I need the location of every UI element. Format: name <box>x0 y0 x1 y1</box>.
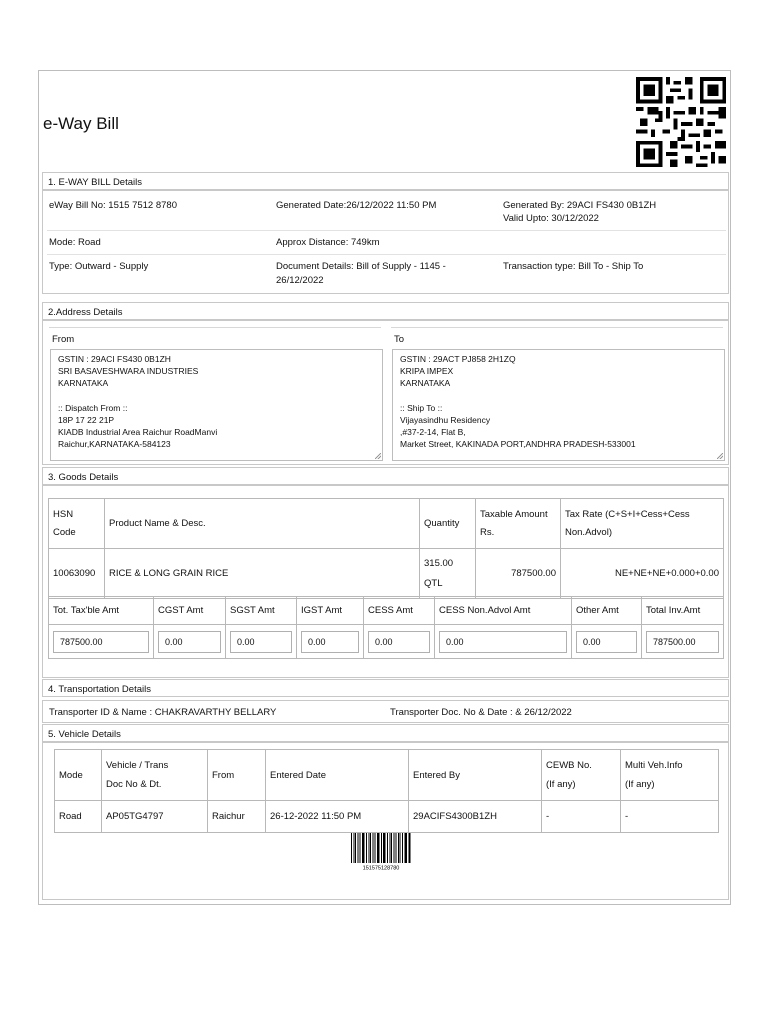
vehicle-number: AP05TG4797 <box>102 801 208 833</box>
vehicle-mode: Road <box>55 801 102 833</box>
vehicle-from: Raichur <box>208 801 266 833</box>
address-details-box <box>42 320 729 465</box>
quantity-unit: QTL <box>424 577 443 589</box>
taxable-header-line: Taxable Amount <box>480 508 548 520</box>
section-header-transportation-details: 4. Transportation Details <box>42 679 729 697</box>
approx-distance: Approx Distance: 749km <box>276 237 380 248</box>
cgst-field[interactable]: 0.00 <box>158 631 221 653</box>
vehicle-header-line: Vehicle / Trans <box>106 760 169 771</box>
tax-rate-header-line: Non.Advol) <box>565 526 612 538</box>
hsn-header <box>49 499 105 549</box>
section-header-address-details: 2.Address Details <box>42 302 729 320</box>
vehicle-entered-date: 26-12-2022 11:50 PM <box>266 801 409 833</box>
to-label: To <box>394 334 405 345</box>
tax-rate-header <box>561 499 724 549</box>
taxable-header-line: Rs. <box>480 526 495 538</box>
goods-table <box>48 498 724 599</box>
eway-bill-page <box>38 70 731 905</box>
from-address-line: :: Dispatch From :: <box>58 402 128 413</box>
cess-non-advol-cell <box>435 625 572 659</box>
supply-type: Type: Outward - Supply <box>49 261 149 272</box>
from-address-line: KARNATAKA <box>58 378 109 389</box>
cewb-header-line: (If any) <box>546 779 576 790</box>
vehicle-table-header <box>55 750 719 801</box>
vehicle-entered-by: 29ACIFS4300B1ZH <box>409 801 542 833</box>
from-header: From <box>208 750 266 801</box>
to-address-line: KRIPA IMPEX <box>400 366 454 377</box>
to-address-line <box>400 390 724 402</box>
resize-handle-icon[interactable] <box>375 453 381 459</box>
barcode-image <box>351 833 411 871</box>
totals-header-row <box>49 597 724 625</box>
divider <box>391 327 723 328</box>
sgst-header: SGST Amt <box>226 597 297 625</box>
generated-by: Generated By: 29ACI FS430 0B1ZH <box>503 200 657 211</box>
to-address-line: Vijayasindhu Residency <box>400 414 491 425</box>
section-header-vehicle-details: 5. Vehicle Details <box>42 724 729 742</box>
eway-bill-number: eWay Bill No: 1515 7512 8780 <box>49 200 177 211</box>
from-address-line: SRI BASAVESHWARA INDUSTRIES <box>58 366 199 377</box>
table-row <box>55 801 719 833</box>
cess-non-advol-header: CESS Non.Advol Amt <box>435 597 572 625</box>
igst-header: IGST Amt <box>297 597 364 625</box>
other-amount-field[interactable]: 0.00 <box>576 631 637 653</box>
divider <box>47 254 726 255</box>
transporter-id-name: Transporter ID & Name : CHAKRAVARTHY BELLARY <box>49 707 277 718</box>
total-invoice-field[interactable]: 787500.00 <box>646 631 719 653</box>
goods-details-box <box>42 485 729 678</box>
multi-header-line: (If any) <box>625 779 655 790</box>
to-address-line: Market Street, KAKINADA PORT,ANDHRA PRADESH-533001 <box>400 439 636 450</box>
resize-handle-icon[interactable] <box>717 453 723 459</box>
divider <box>47 230 726 231</box>
to-address-line: KARNATAKA <box>400 378 451 389</box>
from-address-textarea[interactable] <box>50 349 383 461</box>
cess-header: CESS Amt <box>364 597 435 625</box>
hsn-header-line: HSN <box>53 508 74 520</box>
from-address-line <box>58 390 382 402</box>
barcode-number: 151575128780 <box>362 865 400 871</box>
entered-date-header: Entered Date <box>266 750 409 801</box>
to-address-line: ,#37-2-14, Flat B, <box>400 427 466 438</box>
product-header: Product Name & Desc. <box>105 499 420 549</box>
entered-by-header: Entered By <box>409 750 542 801</box>
section-header-goods-details: 3. Goods Details <box>42 467 729 485</box>
quantity-cell <box>420 549 476 599</box>
divider <box>49 327 381 328</box>
product-name: RICE & LONG GRAIN RICE <box>105 549 420 599</box>
transport-mode: Mode: Road <box>49 237 101 248</box>
total-invoice-header: Total Inv.Amt <box>642 597 724 625</box>
total-invoice-cell <box>642 625 724 659</box>
transaction-type: Transaction type: Bill To - Ship To <box>503 261 644 272</box>
total-taxable-cell <box>49 625 154 659</box>
igst-cell <box>297 625 364 659</box>
totals-value-row <box>49 625 724 659</box>
vehicle-table <box>54 749 719 833</box>
to-address-line: GSTIN : 29ACT PJ858 2H1ZQ <box>400 354 516 364</box>
mode-header: Mode <box>55 750 102 801</box>
total-taxable-header: Tot. Tax'ble Amt <box>49 597 154 625</box>
goods-table-header <box>49 499 724 549</box>
tax-rate: NE+NE+NE+0.000+0.00 <box>561 549 724 599</box>
to-address-line: :: Ship To :: <box>400 402 443 413</box>
multi-header-line: Multi Veh.Info <box>625 760 683 771</box>
eway-bill-details-box <box>42 190 729 294</box>
from-address-line: Raichur,KARNATAKA-584123 <box>58 439 171 450</box>
multi-vehicle-info: - <box>621 801 719 833</box>
cgst-cell <box>154 625 226 659</box>
total-taxable-field[interactable]: 787500.00 <box>53 631 149 653</box>
transportation-details-box <box>42 700 729 723</box>
cgst-header: CGST Amt <box>154 597 226 625</box>
cewb-number: - <box>542 801 621 833</box>
qr-code-image <box>633 77 729 167</box>
page-title: e-Way Bill <box>43 114 119 133</box>
valid-upto: Valid Upto: 30/12/2022 <box>503 213 599 224</box>
from-address-line: 18P 17 22 21P <box>58 414 115 425</box>
other-amount-header: Other Amt <box>572 597 642 625</box>
hsn-code: 10063090 <box>49 549 105 599</box>
vehicle-doc-header <box>102 750 208 801</box>
cess-field[interactable]: 0.00 <box>368 631 430 653</box>
taxable-amount: 787500.00 <box>476 549 561 599</box>
vehicle-details-box <box>42 742 729 900</box>
quantity-value: 315.00 <box>424 557 454 569</box>
section-header-eway-bill-details: 1. E-WAY BILL Details <box>42 172 729 190</box>
sgst-cell <box>226 625 297 659</box>
totals-table <box>48 596 724 659</box>
cewb-header-line: CEWB No. <box>546 760 592 771</box>
vehicle-header-line: Doc No & Dt. <box>106 779 162 790</box>
document-details-line-1: Document Details: Bill of Supply - 1145 - <box>276 261 446 272</box>
multi-vehicle-header <box>621 750 719 801</box>
sgst-field[interactable]: 0.00 <box>230 631 292 653</box>
cess-cell <box>364 625 435 659</box>
from-address-line: GSTIN : 29ACI FS430 0B1ZH <box>58 354 171 364</box>
hsn-header-line: Code <box>53 526 76 538</box>
from-address-line: KIADB Industrial Area Raichur RoadManvi <box>58 427 218 438</box>
to-address-textarea[interactable] <box>392 349 725 461</box>
generated-date: Generated Date:26/12/2022 11:50 PM <box>276 200 437 211</box>
cewb-header <box>542 750 621 801</box>
transporter-doc: Transporter Doc. No & Date : & 26/12/2022 <box>390 707 572 718</box>
tax-rate-header-line: Tax Rate (C+S+I+Cess+Cess <box>565 508 690 520</box>
from-label: From <box>52 334 75 345</box>
taxable-amount-header <box>476 499 561 549</box>
cess-non-advol-field[interactable]: 0.00 <box>439 631 567 653</box>
igst-field[interactable]: 0.00 <box>301 631 359 653</box>
table-row <box>49 549 724 599</box>
quantity-header: Quantity <box>420 499 476 549</box>
document-details-line-2: 26/12/2022 <box>276 275 324 286</box>
other-amount-cell <box>572 625 642 659</box>
